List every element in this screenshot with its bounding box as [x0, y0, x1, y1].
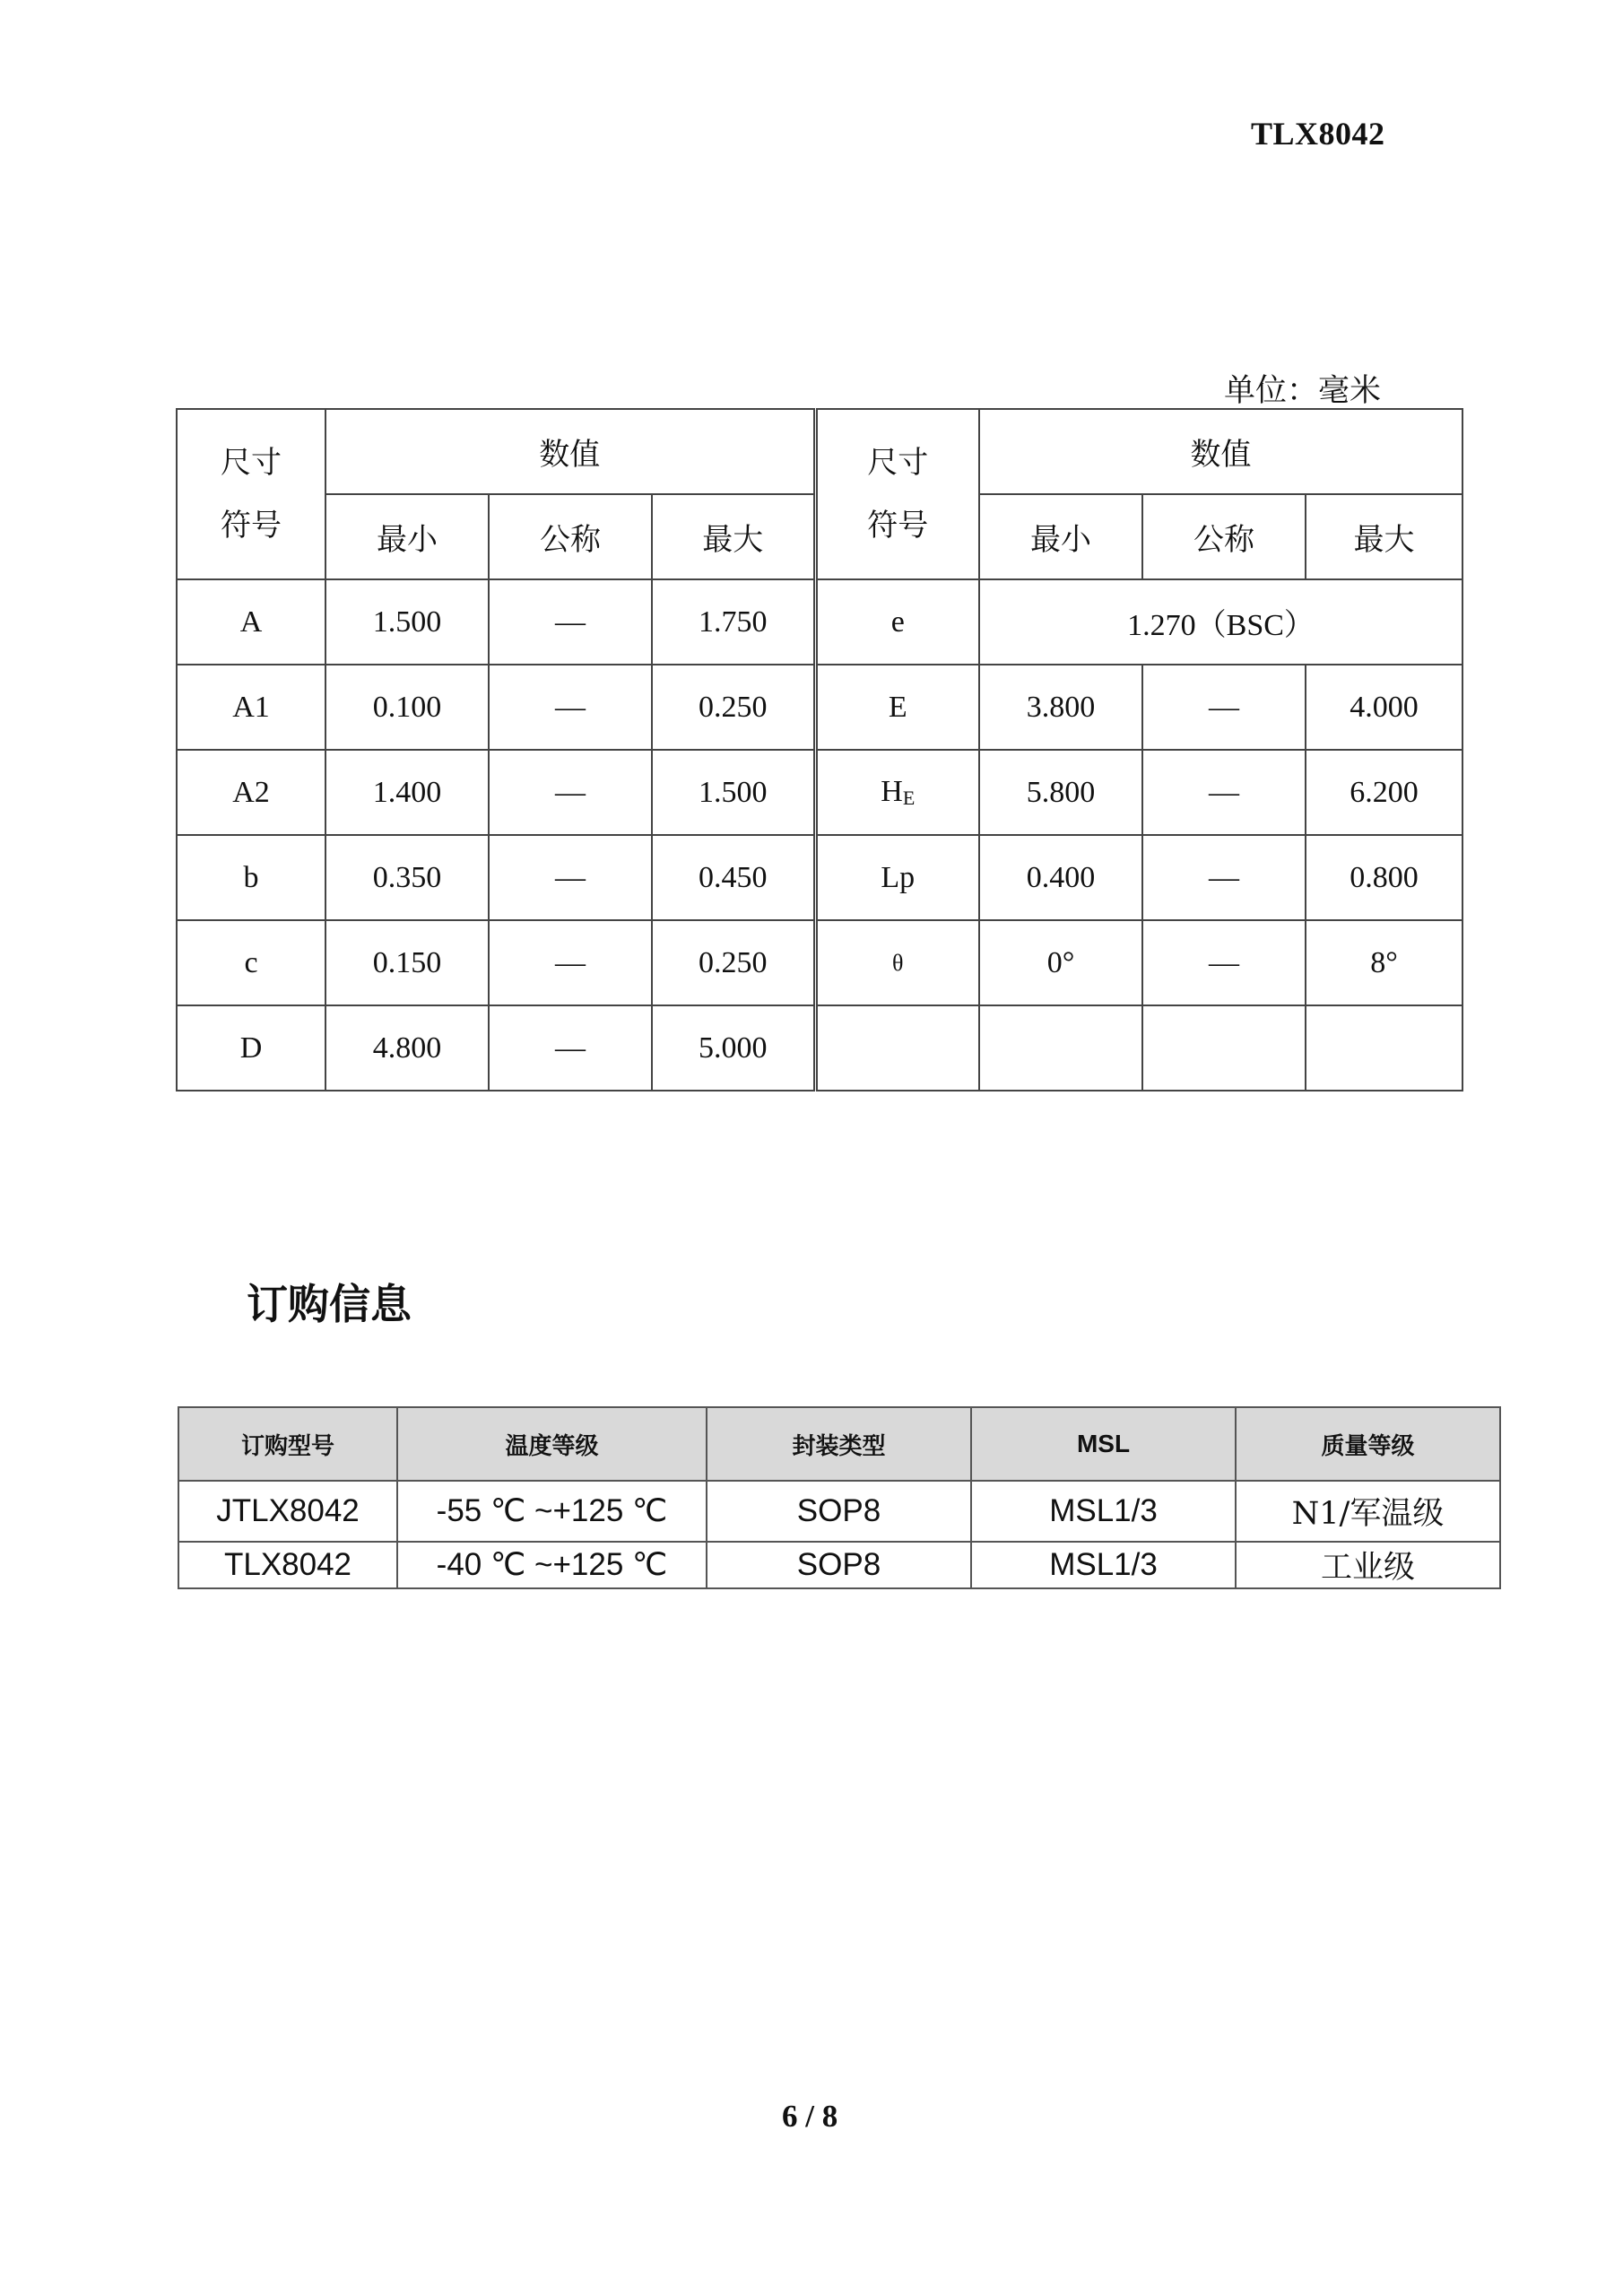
nominal-cell: — — [489, 1005, 652, 1091]
nominal-header: 公称 — [1142, 494, 1306, 579]
max-header: 最大 — [1306, 494, 1462, 579]
msl-cell: MSL1/3 — [971, 1481, 1236, 1542]
max-cell: 1.500 — [652, 750, 815, 835]
value-header: 数值 — [325, 409, 815, 494]
symbol-cell: E — [815, 665, 979, 750]
empty-cell — [1306, 1005, 1462, 1091]
quality-grade-header: 质量等级 — [1236, 1407, 1500, 1481]
empty-cell — [815, 1005, 979, 1091]
max-cell: 0.250 — [652, 920, 815, 1005]
max-cell: 0.250 — [652, 665, 815, 750]
table-row — [177, 579, 1462, 665]
max-cell: 1.750 — [652, 579, 815, 665]
table-row — [178, 1542, 1500, 1588]
temperature-grade-cell: -40 ℃ ~+125 ℃ — [397, 1542, 707, 1588]
max-header: 最大 — [652, 494, 815, 579]
ordering-table — [178, 1406, 1501, 1589]
ordering-info-title: 订购信息 — [247, 1280, 412, 1328]
nominal-header: 公称 — [489, 494, 652, 579]
min-cell: 4.800 — [325, 1005, 489, 1091]
nominal-cell: — — [1142, 835, 1306, 920]
symbol-cell: θ — [815, 920, 979, 1005]
part-number-cell: TLX8042 — [178, 1542, 397, 1588]
table-row — [177, 665, 1462, 750]
table-row — [177, 750, 1462, 835]
symbol-cell: A — [177, 579, 325, 665]
symbol-cell: b — [177, 835, 325, 920]
page-number: 6 / 8 — [782, 2099, 838, 2134]
package-type-cell: SOP8 — [707, 1481, 971, 1542]
span-value-cell: 1.270（BSC） — [979, 579, 1462, 665]
quality-grade-cell: 工业级 — [1236, 1542, 1500, 1588]
min-cell: 3.800 — [979, 665, 1142, 750]
dimension-table — [176, 408, 1463, 1091]
msl-cell: MSL1/3 — [971, 1542, 1236, 1588]
max-cell: 5.000 — [652, 1005, 815, 1091]
package-type-cell: SOP8 — [707, 1542, 971, 1588]
max-cell: 6.200 — [1306, 750, 1462, 835]
table-header-row — [178, 1407, 1500, 1481]
table-row — [178, 1481, 1500, 1542]
empty-cell — [1142, 1005, 1306, 1091]
symbol-cell: Lp — [815, 835, 979, 920]
nominal-cell: — — [1142, 750, 1306, 835]
table-header-row — [177, 409, 1462, 494]
max-cell: 4.000 — [1306, 665, 1462, 750]
empty-cell — [979, 1005, 1142, 1091]
symbol-cell: A1 — [177, 665, 325, 750]
min-cell: 0.400 — [979, 835, 1142, 920]
min-cell: 5.800 — [979, 750, 1142, 835]
min-cell: 1.400 — [325, 750, 489, 835]
symbol-cell: e — [815, 579, 979, 665]
msl-header: MSL — [971, 1407, 1236, 1481]
symbol-cell: A2 — [177, 750, 325, 835]
symbol-header: 尺寸 符号 — [815, 409, 979, 579]
symbol-header: 尺寸 符号 — [177, 409, 325, 579]
symbol-cell: $H_E$ — [815, 750, 979, 835]
part-number-header: 订购型号 — [178, 1407, 397, 1481]
table-row — [177, 835, 1462, 920]
temperature-grade-header: 温度等级 — [397, 1407, 707, 1481]
package-type-header: 封装类型 — [707, 1407, 971, 1481]
min-cell: 0° — [979, 920, 1142, 1005]
nominal-cell: — — [489, 579, 652, 665]
min-cell: 0.100 — [325, 665, 489, 750]
nominal-cell: — — [1142, 920, 1306, 1005]
part-number-cell: JTLX8042 — [178, 1481, 397, 1542]
min-header: 最小 — [325, 494, 489, 579]
nominal-cell: — — [489, 920, 652, 1005]
temperature-grade-cell: -55 ℃ ~+125 ℃ — [397, 1481, 707, 1542]
nominal-cell: — — [489, 665, 652, 750]
max-cell: 8° — [1306, 920, 1462, 1005]
table-row — [177, 920, 1462, 1005]
min-cell: 0.350 — [325, 835, 489, 920]
symbol-cell: D — [177, 1005, 325, 1091]
nominal-cell: — — [489, 750, 652, 835]
value-header: 数值 — [979, 409, 1462, 494]
unit-label: 单位：毫米 — [1224, 373, 1382, 409]
table-row — [177, 1005, 1462, 1091]
min-cell: 1.500 — [325, 579, 489, 665]
document-id: TLX8042 — [1251, 116, 1385, 152]
nominal-cell: — — [489, 835, 652, 920]
symbol-cell: c — [177, 920, 325, 1005]
min-cell: 0.150 — [325, 920, 489, 1005]
min-header: 最小 — [979, 494, 1142, 579]
max-cell: 0.450 — [652, 835, 815, 920]
max-cell: 0.800 — [1306, 835, 1462, 920]
nominal-cell: — — [1142, 665, 1306, 750]
quality-grade-cell: N1/军温级 — [1236, 1481, 1500, 1542]
